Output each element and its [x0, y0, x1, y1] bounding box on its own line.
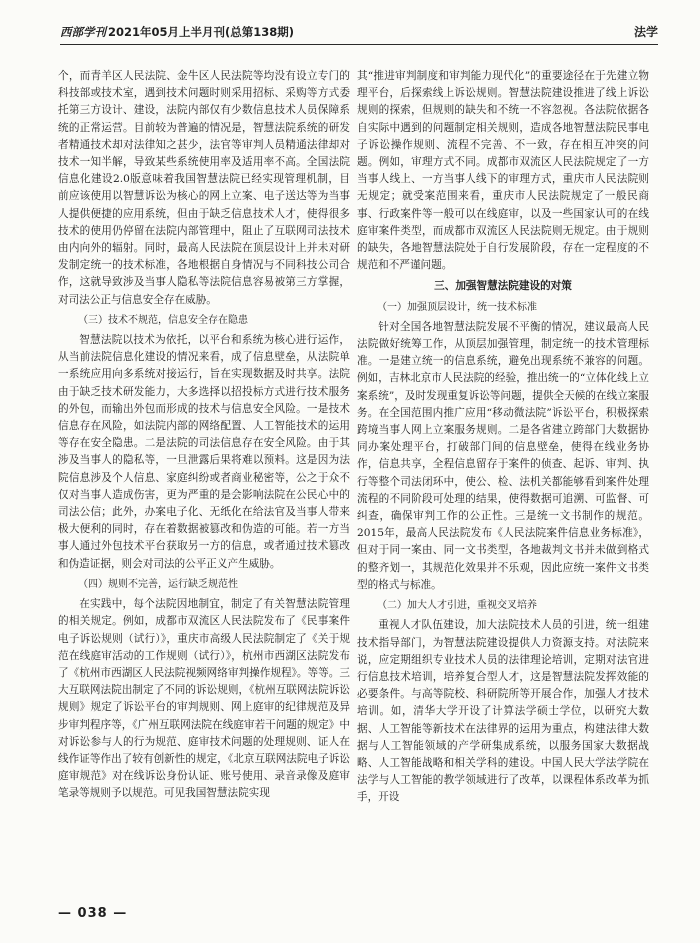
- paragraph: 其“推进审判制度和审判能力现代化”的重要途径在于先建立物理平台，后探索线上诉讼规则。智慧法院建设推进了线上诉讼规则的探索，但规则的缺失和不统一不容忽视。各法院依据各自实际中遇到的问题制定相关规则，造成各地智慧法院民事电子诉讼操作规则、流程不完善、不一致，存在相互冲突的问题。例如，审理方式不同。成都市双流区人民法院规定了一方当事人线上、一方当事人线下的审理方式，重庆市人民法院则无规定；就受案范围来看，重庆市人民法院规定了一般民商事、行政案件等一般可以在线庭审，以及一些国家认可的在线庭审案件类型，而成都市双流区人民法院则无规定。由于规则的缺失，各地智慧法院处于自行发展阶段，存在一定程度的不规范和不严谨问题。: [357, 70, 649, 272]
- left-column: [58, 68, 350, 803]
- right-column: [357, 68, 649, 807]
- section-name: 法学: [633, 25, 658, 39]
- section-heading: 三、加强智慧法院建设的对策: [434, 280, 572, 293]
- subheading: （四）规则不完善，运行缺乏规范性: [78, 578, 238, 590]
- journal-brand: 西部学刊: [60, 25, 106, 39]
- subheading: （三）技术不规范，信息安全存在隐患: [78, 314, 248, 326]
- paragraph: 智慧法院以技术为依托，以平台和系统为核心进行运作，从当前法院信息化建设的情况来看，成了信息壁垒，从法院单一系统应用向多系统对接运行，旨在实现数据及时共享。法院由于缺乏技术研发能力，大多选择以招投标方式进行技术服务的外包，而输出外包而形成的技术与信息安全风险。一是技术信息存在风险，如法院内部的网络配置、人工智能技术的运用等存在安全隐患。二是法院的司法信息存在安全风险。由于其涉及当事人的隐私等，一旦泄露后果将难以预料。这是因为法院信息涉及个人信息、家庭纠纷或者商业秘密等，公之于众不仅对当事人造成伤害，更为严重的是会影响法院在公民心中的司法公信；此外，办案电子化、无纸化在给法官及当事人带来极大便利的同时，存在着数据被篡改和伪造的可能。若一方当事人通过外包技术平台获取另一方的信息，或者通过技术篡改和伪造证据，则会对司法的公平正义产生威胁。: [58, 334, 350, 570]
- subheading: （一）加强顶层设计，统一技术标准: [377, 301, 537, 313]
- paragraph: 在实践中，每个法院因地制宜，制定了有关智慧法院管理的相关规定。例如，成都市双流区人民法院发布了《民事案件电子诉讼规则（试行）》，重庆市高级人民法院制定了《关于规范在线庭审活动的工作规则（试行）》，杭州市西湖区法院发布了《杭州市西湖区人民法院视频网络审判操作规程》。等等。三大互联网法院出制定了不同的诉讼规则，《杭州互联网法院诉讼规则》规定了诉讼平台的审判规则、网上庭审的纪律规范及异步审判程序等，《广州互联网法院在线庭审若干问题的规定》中对诉讼参与人的行为规范、庭审技术问题的处理规则、证人在线作证等作出了较有创新性的规定，《北京互联网法院电子诉讼庭审规范》对在线诉讼身份认证、账号使用、录音录像及庭审笔录等规则予以规范。可见我国智慧法院实现: [58, 598, 350, 800]
- page-number: — 038 —: [58, 906, 128, 921]
- paragraph: 重视人才队伍建设，加大法院技术人员的引进，统一组建技术指导部门，为智慧法院建设提供人力资源支持。对法院来说，应定期组织专业技术人员的法律理论培训，定期对法官进行信息技术培训，培养复合型人才，这是智慧法院发挥效能的必要条件。与高等院校、科研院所等开展合作，加强人才技术培训。如，清华大学开设了计算法学硕士学位，以研究大数据、人工智能等新技术在法律界的运用为重点，构建法律大数据与人工智能领域的产学研集成系统，以服务国家大数据战略、人工智能战略和相关学科的建设。中国人民大学法学院在法学与人工智能的教学领域进行了改革，以课程体系改革为抓手，开设: [357, 619, 649, 804]
- journal-issue: 2021年05月上半月刊(总第138期): [108, 25, 295, 39]
- page-header: [60, 20, 658, 45]
- paragraph: 个，而青羊区人民法院、金牛区人民法院等均没有设立专门的科技部或技术室，遇到技术问题时则采用招标、采购等方式委托第三方设计、建设，法院内部仅有少数信息技术人员保障系统的正常运营。目前较为普遍的情况是，智慧法院系统的研发者精通技术却对法律知之甚少，法官等审判人员精通法律却对技术一知半解，导致某些系统使用率及适用率不高。全国法院信息化建设2.0版意味着我国智慧法院已经实现管理机制，目前应该使用以智慧诉讼为核心的网上立案、电子送达等为当事人提供便捷的应用系统，但由于缺乏信息技术人才，使得很多技术的使用仍停留在法院内部管理中，阻止了互联网司法技术由内向外的辐射。同时，最高人民法院在顶层设计上并未对研发制定统一的技术标准，各地根据自身情况与不同科技公司合作，这就导致涉及当事人隐私等法院信息容易被第三方掌握，对司法公正与信息安全存在威胁。: [58, 70, 350, 306]
- paragraph: 针对全国各地智慧法院发展不平衡的情况，建议最高人民法院做好统筹工作，从顶层加强管理，制定统一的技术管理标准。一是建立统一的信息系统，避免出现系统不兼容的问题。例如，吉林北京市人民法院的经验，推出统一的“立体化线上立案系统”，及时发现重复诉讼等问题，提供全天候的在线立案服务。在全国范围内推广应用“移动微法院”诉讼平台，积极探索跨境当事人网上立案服务规则。二是各省建立跨部门大数据协同办案处理平台，打破部门间的信息壁垒，使得在线业务协作，信息共享，全程信息留存于案件的侦查、起诉、审判、执行等整个司法闭环中，使公、检、法机关都能够看到案件处理流程的不同阶段可处理的结果，使得数据可追溯、可监督、可纠查，确保审判工作的公正性。三是统一文书制作的规范。2015年，最高人民法院发布《人民法院案件信息业务标准》，但对于同一案由、同一文书类型，各地裁判文书并未做到格式的整齐划一，其规范化效果并不乐观，因此应统一案件文书类型的格式与标准。: [357, 320, 649, 591]
- subheading: （二）加大人才引进，重视交叉培养: [377, 600, 537, 612]
- journal-title: [60, 24, 294, 40]
